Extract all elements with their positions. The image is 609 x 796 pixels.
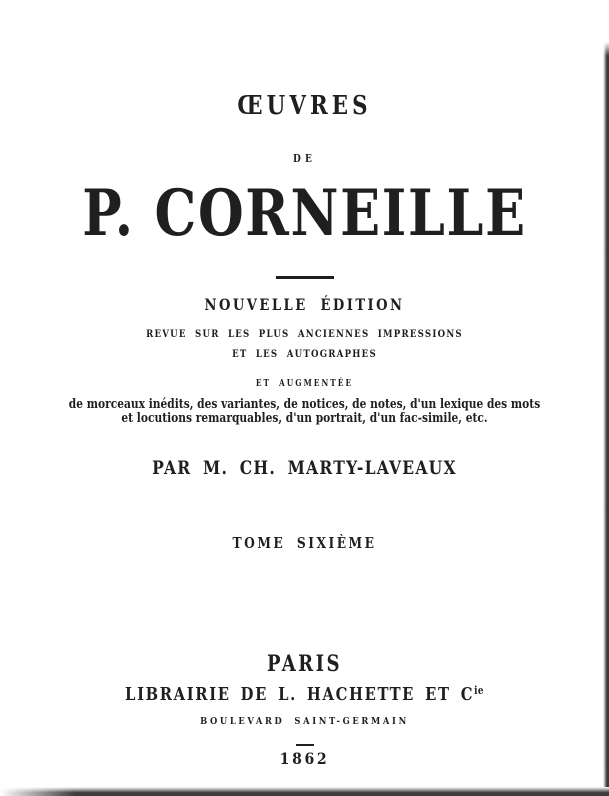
imprint-city: PARIS: [266, 651, 343, 677]
edition-label: NOUVELLE ÉDITION: [204, 295, 405, 314]
contents-description: [55, 398, 554, 426]
contents-description-line2: et locutions remarquables, d'un portrait, d'un fac-simile, etc.: [121, 411, 488, 426]
scan-edge-bottom: [0, 787, 609, 796]
publisher-line: [55, 686, 554, 704]
augmentee-label: ET AUGMENTÉE: [255, 379, 354, 389]
volume-label: TOME SIXIÈME: [232, 534, 377, 552]
publication-year: 1862: [279, 749, 330, 768]
edition-note-line2: ET LES AUTOGRAPHES: [232, 348, 377, 360]
scan-edge-right: [603, 42, 609, 796]
title-de-label: DE: [293, 152, 316, 165]
separator-rule: [276, 276, 334, 279]
contents-description-line1: de morceaux inédits, des variantes, de notices, de notes, d'un lexique des mots: [68, 397, 541, 412]
publisher-address: BOULEVARD SAINT-GERMAIN: [200, 716, 409, 727]
publisher-name: LIBRAIRIE DE L. HACHETTE ET C: [125, 684, 475, 705]
book-title: ŒUVRES: [237, 91, 372, 121]
editor-byline: PAR M. CH. MARTY-LAVEAUX: [152, 457, 457, 479]
publisher-abbrev-sup: ie: [474, 684, 484, 697]
edition-note-line1: REVUE SUR LES PLUS ANCIENNES IMPRESSIONS: [146, 328, 463, 340]
separator-dash: [296, 744, 314, 746]
author-name: P. CORNEILLE: [82, 176, 527, 251]
